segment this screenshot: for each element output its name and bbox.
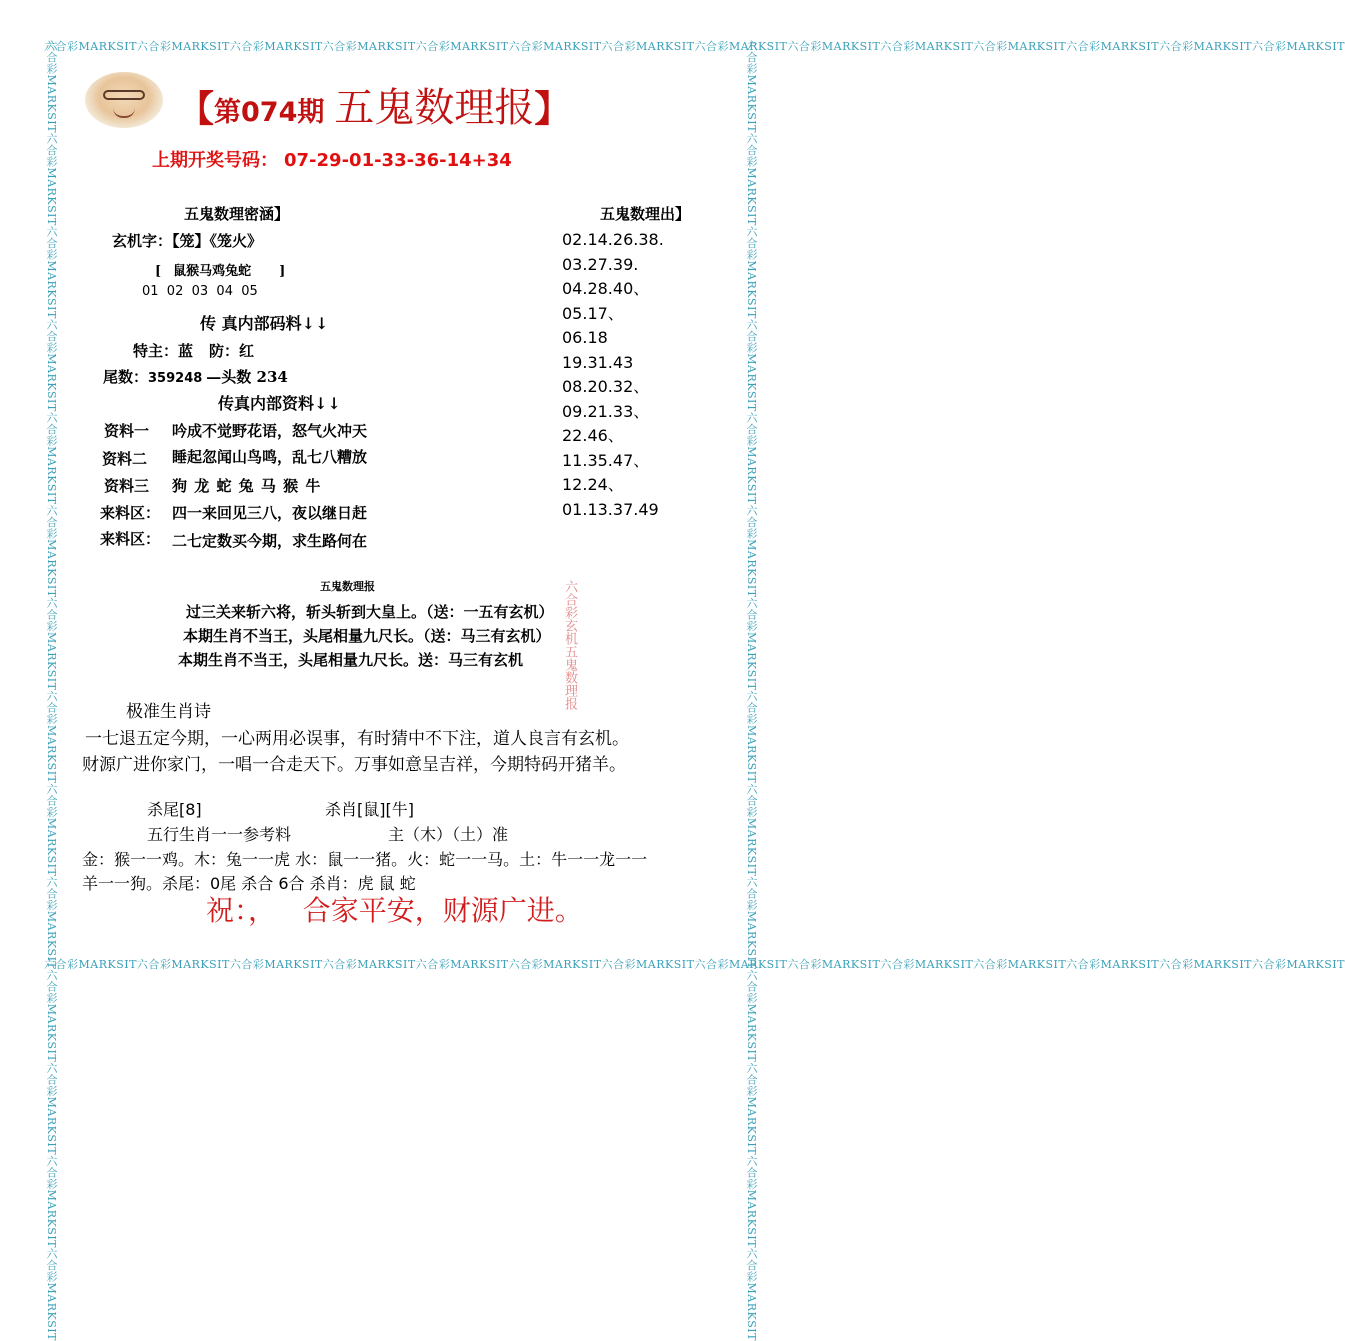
poem-line-2: 财源广进你家门，一唱一合走天下。万事如意呈吉祥，今期特码开猪羊。	[82, 755, 626, 775]
middle-line-3: 本期生肖不当王，头尾相量九尺长。送：马三有玄机	[178, 651, 524, 669]
special-row	[133, 340, 254, 361]
fax-title-1: 传 真内部码料↓↓	[200, 314, 329, 333]
tail-label: 尾数：	[103, 368, 149, 386]
numbers-row: 01 02 03 04 05	[142, 284, 258, 299]
number-line: 12.24、	[562, 475, 624, 494]
number-line: 03.27.39.	[562, 254, 639, 274]
avatar	[85, 72, 163, 128]
border-left: 六合彩MARKSIT六合彩MARKSIT六合彩MARKSIT六合彩MARKSIT六合彩MARKSIT六合彩MARKSIT六合彩MARKSIT六合彩MARKSIT六合彩MARKSIT六合彩MARKSIT六合彩MARKSIT六合彩MARKSIT六合彩MARKSIT六合彩MARKSIT	[45, 40, 58, 1341]
smile-graphic	[113, 108, 135, 118]
page-title	[178, 76, 570, 133]
number-line: 11.35.47、	[562, 450, 650, 470]
tail-value: 359248	[148, 371, 203, 386]
elements-line-1: 金：猴一一鸡。木：兔一一虎 水：鼠一一猪。火：蛇一一马。土：牛一一龙一一	[82, 850, 648, 869]
number-line: 22.46、	[562, 426, 624, 445]
right-section-title: 五鬼数理出】	[600, 205, 691, 223]
material-text-2: 睡起忽闻山鸟鸣，乱七八糟放	[172, 448, 368, 466]
number-line: 06.18	[562, 328, 608, 347]
material-text-5: 二七定数买今期，求生路何在	[172, 532, 368, 550]
material-text-3: 狗 龙 蛇 兔 马 猴 牛	[172, 477, 321, 495]
title-bracket-close: 】	[534, 89, 571, 130]
material-label-4: 来料区：	[100, 504, 161, 522]
material-label-5: 来料区：	[100, 530, 161, 548]
guard-label: 防：红	[209, 342, 255, 360]
xuanji-row	[112, 230, 262, 251]
number-line: 08.20.32、	[562, 377, 650, 396]
kill-zodiac: 杀肖[鼠][牛]	[325, 800, 414, 819]
number-line: 05.17、	[562, 303, 624, 323]
border-bottom: 六合彩MARKSIT六合彩MARKSIT六合彩MARKSIT六合彩MARKSIT六合彩MARKSIT六合彩MARKSIT六合彩MARKSIT六合彩MARKSIT六合彩MARKSIT六合彩MARKSIT六合彩MARKSIT六合彩MARKSIT六合彩MARKSIT六合彩MARKSIT	[44, 958, 1345, 971]
middle-line-2: 本期生肖不当王，头尾相量九尺长。（送：马三有玄机）	[183, 627, 551, 645]
last-result-label: 上期开奖号码：	[152, 150, 278, 171]
material-label-2: 资料二	[102, 450, 148, 468]
number-line: 04.28.40、	[562, 279, 650, 298]
issue-number: 第074期	[214, 97, 325, 128]
right-numbers-list	[562, 228, 664, 522]
material-label-1: 资料一	[104, 422, 150, 440]
middle-small-title: 五鬼数理报	[320, 580, 375, 593]
title-text: 五鬼数理报	[334, 85, 535, 131]
head-value: —头数 234	[206, 368, 288, 386]
poem-title: 极准生肖诗	[126, 702, 211, 722]
zodiac-close: ]	[279, 264, 286, 279]
left-section-title: 五鬼数理密涵】	[184, 205, 290, 223]
number-line: 09.21.33、	[562, 401, 650, 421]
material-label-3: 资料三	[104, 477, 150, 495]
poem-line-1: 一七退五定今期，一心两用必误事，有时猜中不下注，道人良言有玄机。	[85, 729, 629, 749]
main-elements: 主（木）（土）准	[388, 825, 509, 844]
xuanji-label: 玄机字：	[112, 232, 173, 250]
special-label: 特主：蓝	[133, 342, 194, 360]
zodiac-row	[155, 260, 285, 279]
number-line: 19.31.43	[562, 352, 634, 372]
tail-row	[103, 366, 288, 387]
last-result	[152, 146, 512, 172]
material-text-1: 吟成不觉野花语，怒气火冲天	[172, 422, 368, 440]
number-line: 02.14.26.38.	[562, 230, 664, 249]
glasses-graphic	[103, 90, 145, 100]
last-result-numbers: 07-29-01-33-36-14+34	[284, 150, 512, 171]
middle-line-1: 过三关来斩六将，斩头斩到大皇上。（送：一五有玄机）	[186, 603, 554, 621]
material-text-4: 四一来回见三八，夜以继日赶	[172, 504, 368, 522]
border-top: 六合彩MARKSIT六合彩MARKSIT六合彩MARKSIT六合彩MARKSIT六合彩MARKSIT六合彩MARKSIT六合彩MARKSIT六合彩MARKSIT六合彩MARKSIT六合彩MARKSIT六合彩MARKSIT六合彩MARKSIT六合彩MARKSIT六合彩MARKSIT	[44, 40, 1345, 53]
red-stamp-graphic: 六合彩玄机五鬼数理报	[562, 580, 577, 710]
fax-title-2: 传真内部资料↓↓	[218, 394, 341, 413]
kill-tail: 杀尾[8]	[147, 800, 202, 819]
xuanji-value: 【笼】《笼火》	[172, 232, 263, 250]
five-elements-title: 五行生肖一一参考料	[147, 825, 292, 844]
blessing: 祝：， 合家平安，财源广进。	[206, 894, 583, 927]
border-right: 六合彩MARKSIT六合彩MARKSIT六合彩MARKSIT六合彩MARKSIT六合彩MARKSIT六合彩MARKSIT六合彩MARKSIT六合彩MARKSIT六合彩MARKSIT六合彩MARKSIT六合彩MARKSIT六合彩MARKSIT六合彩MARKSIT六合彩MARKSIT	[745, 40, 758, 1341]
elements-line-2: 羊一一狗。杀尾：0尾 杀合 6合 杀肖：虎 鼠 蛇	[82, 874, 416, 893]
title-bracket-open: 【	[178, 89, 215, 130]
zodiac-open: [	[155, 264, 162, 279]
zodiac-list: 鼠猴马鸡兔蛇	[173, 264, 252, 279]
number-line: 01.13.37.49	[562, 499, 659, 519]
